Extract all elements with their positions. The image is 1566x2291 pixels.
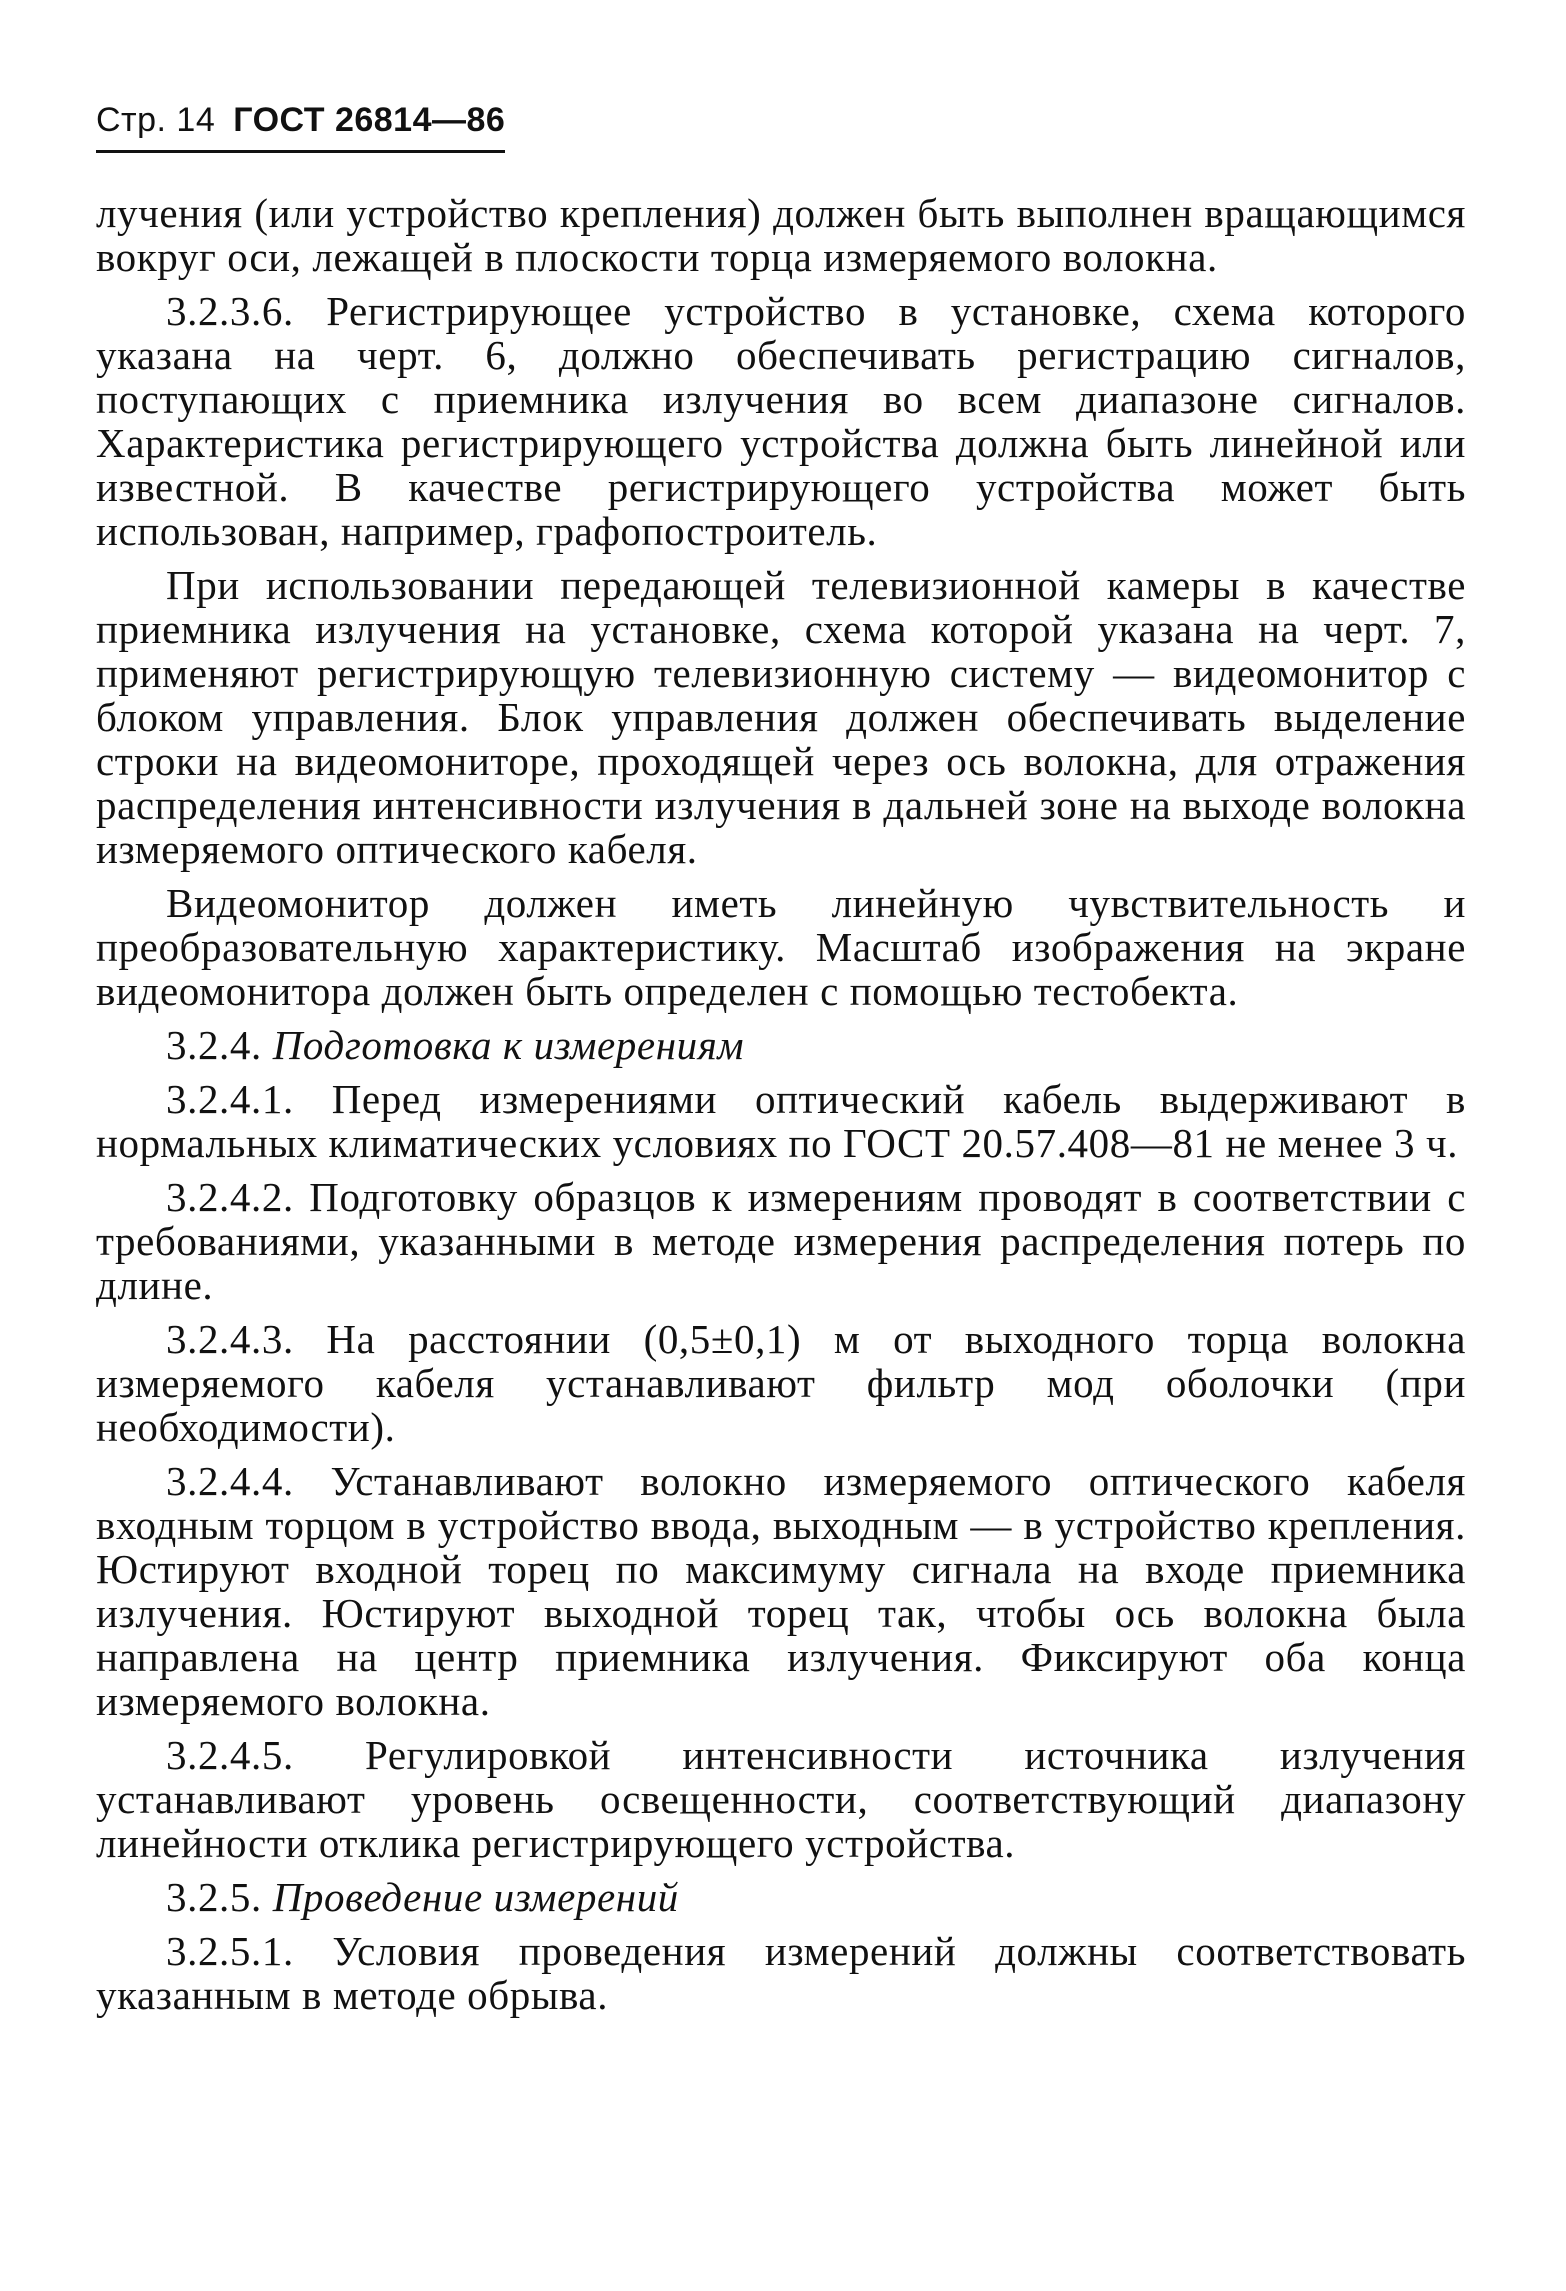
- paragraph-3-2-5-1: 3.2.5.1. Условия проведения измерений должны соответствовать указанным в методе обрыва.: [96, 1928, 1466, 2018]
- paragraph-3-2-4-3: 3.2.4.3. На расстоянии (0,5±0,1) м от выходного торца волокна измеряемого кабеля устанавливают фильтр мод оболочки (при необходимости).: [96, 1316, 1466, 1450]
- paragraph-3-2-4-2: 3.2.4.2. Подготовку образцов к измерениям проводят в соответствии с требованиями, указанными в методе измерения распределения потерь по длине.: [96, 1174, 1466, 1308]
- paragraph-3-2-4-1: 3.2.4.1. Перед измерениями оптический кабель выдерживают в нормальных климатических условиях по ГОСТ 20.57.408—81 не менее 3 ч.: [96, 1076, 1466, 1166]
- paragraph-3-2-4-4: 3.2.4.4. Устанавливают волокно измеряемого оптического кабеля входным торцом в устройство ввода, выходным — в устройство крепления. Юстируют входной торец по максимуму сигнала на входе приемника излучения. Юстируют выходной торец так, чтобы ось волокна была направлена на центр приемника излучения. Фиксируют оба конца измеряемого волокна.: [96, 1458, 1466, 1724]
- page-header: [96, 100, 505, 153]
- document-page: [96, 100, 1466, 2027]
- paragraph-videomonitor: Видеомонитор должен иметь линейную чувствительность и преобразовательную характеристику. Масштаб изображения на экране видеомонитора должен быть определен с помощью тестобекта.: [96, 880, 1466, 1014]
- paragraph-tv-camera: При использовании передающей телевизионной камеры в качестве приемника излучения на установке, схема которой указана на черт. 7, применяют регистрирующую телевизионную систему — видеомонитор с блоком управления. Блок управления должен обеспечивать выделение строки на видеомониторе, проходящей через ось волокна, для отражения распределения интенсивности излучения в дальней зоне на выходе волокна измеряемого оптического кабеля.: [96, 562, 1466, 872]
- section-number: 3.2.5.: [166, 1874, 262, 1920]
- section-title: Проведение измерений: [272, 1874, 679, 1920]
- standard-designation: ГОСТ 26814—86: [233, 101, 506, 139]
- paragraph-continuation: лучения (или устройство крепления) должен быть выполнен вращающимся вокруг оси, лежащей в плоскости торца измеряемого волокна.: [96, 190, 1466, 280]
- section-number: 3.2.4.: [166, 1022, 262, 1068]
- section-title: Подготовка к измерениям: [272, 1022, 745, 1068]
- section-heading-preparation: [96, 1023, 1466, 1067]
- paragraph-3-2-3-6: 3.2.3.6. Регистрирующее устройство в установке, схема которого указана на черт. 6, должно обеспечивать регистрацию сигналов, поступающих с приемника излучения во всем диапазоне сигналов. Характеристика регистрирующего устройства должна быть линейной или известной. В качестве регистрирующего устройства может быть использован, например, графопостроитель.: [96, 288, 1466, 554]
- page-number: Стр. 14: [96, 101, 216, 139]
- paragraph-3-2-4-5: 3.2.4.5. Регулировкой интенсивности источника излучения устанавливают уровень освещенности, соответствующий диапазону линейности отклика регистрирующего устройства.: [96, 1732, 1466, 1866]
- section-heading-measurement: [96, 1875, 1466, 1919]
